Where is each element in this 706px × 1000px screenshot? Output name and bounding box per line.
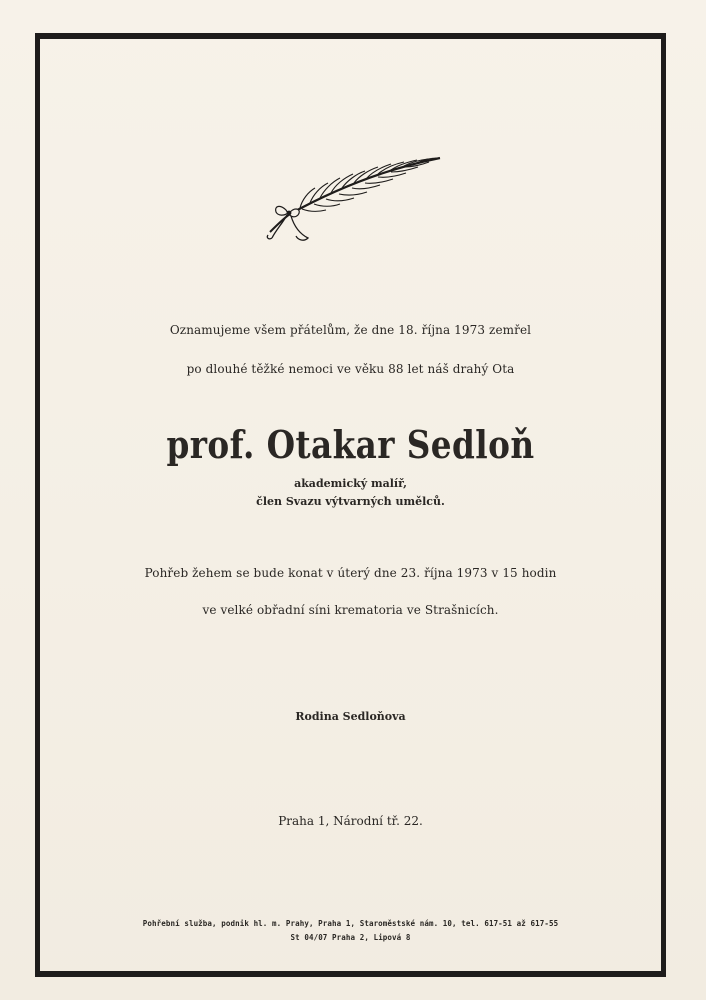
funeral-info-line-2: ve velké obřadní síni krematoria ve Strašnicích. [202,603,499,617]
union-membership: člen Svazu výtvarných umělců. [256,495,445,508]
printer-imprint-line-2: St 04/07 Praha 2, Lipová 8 [290,933,411,942]
printer-imprint-line-1: Pohřební služba, podnik hl. m. Prahy, Praha 1, Staroměstské nám. 10, tel. 617-51 až 617-55 [142,919,559,928]
family-signature: Rodina Sedloňova [295,710,406,723]
profession-title: akademický malíř, [294,477,407,490]
funeral-info-line-1: Pohřeb žehem se bude konat v úterý dne 23. října 1973 v 15 hodin [144,566,557,580]
announcement-line-1: Oznamujeme všem přátelům, že dne 18. října 1973 zemřel [169,323,532,337]
deceased-name: prof. Otakar Sedloň [166,422,535,467]
announcement-line-2: po dlouhé těžké nemoci ve věku 88 let náš drahý Ota [186,362,515,376]
family-address: Praha 1, Národní tř. 22. [278,814,423,828]
feather-ornament-icon [260,152,445,247]
